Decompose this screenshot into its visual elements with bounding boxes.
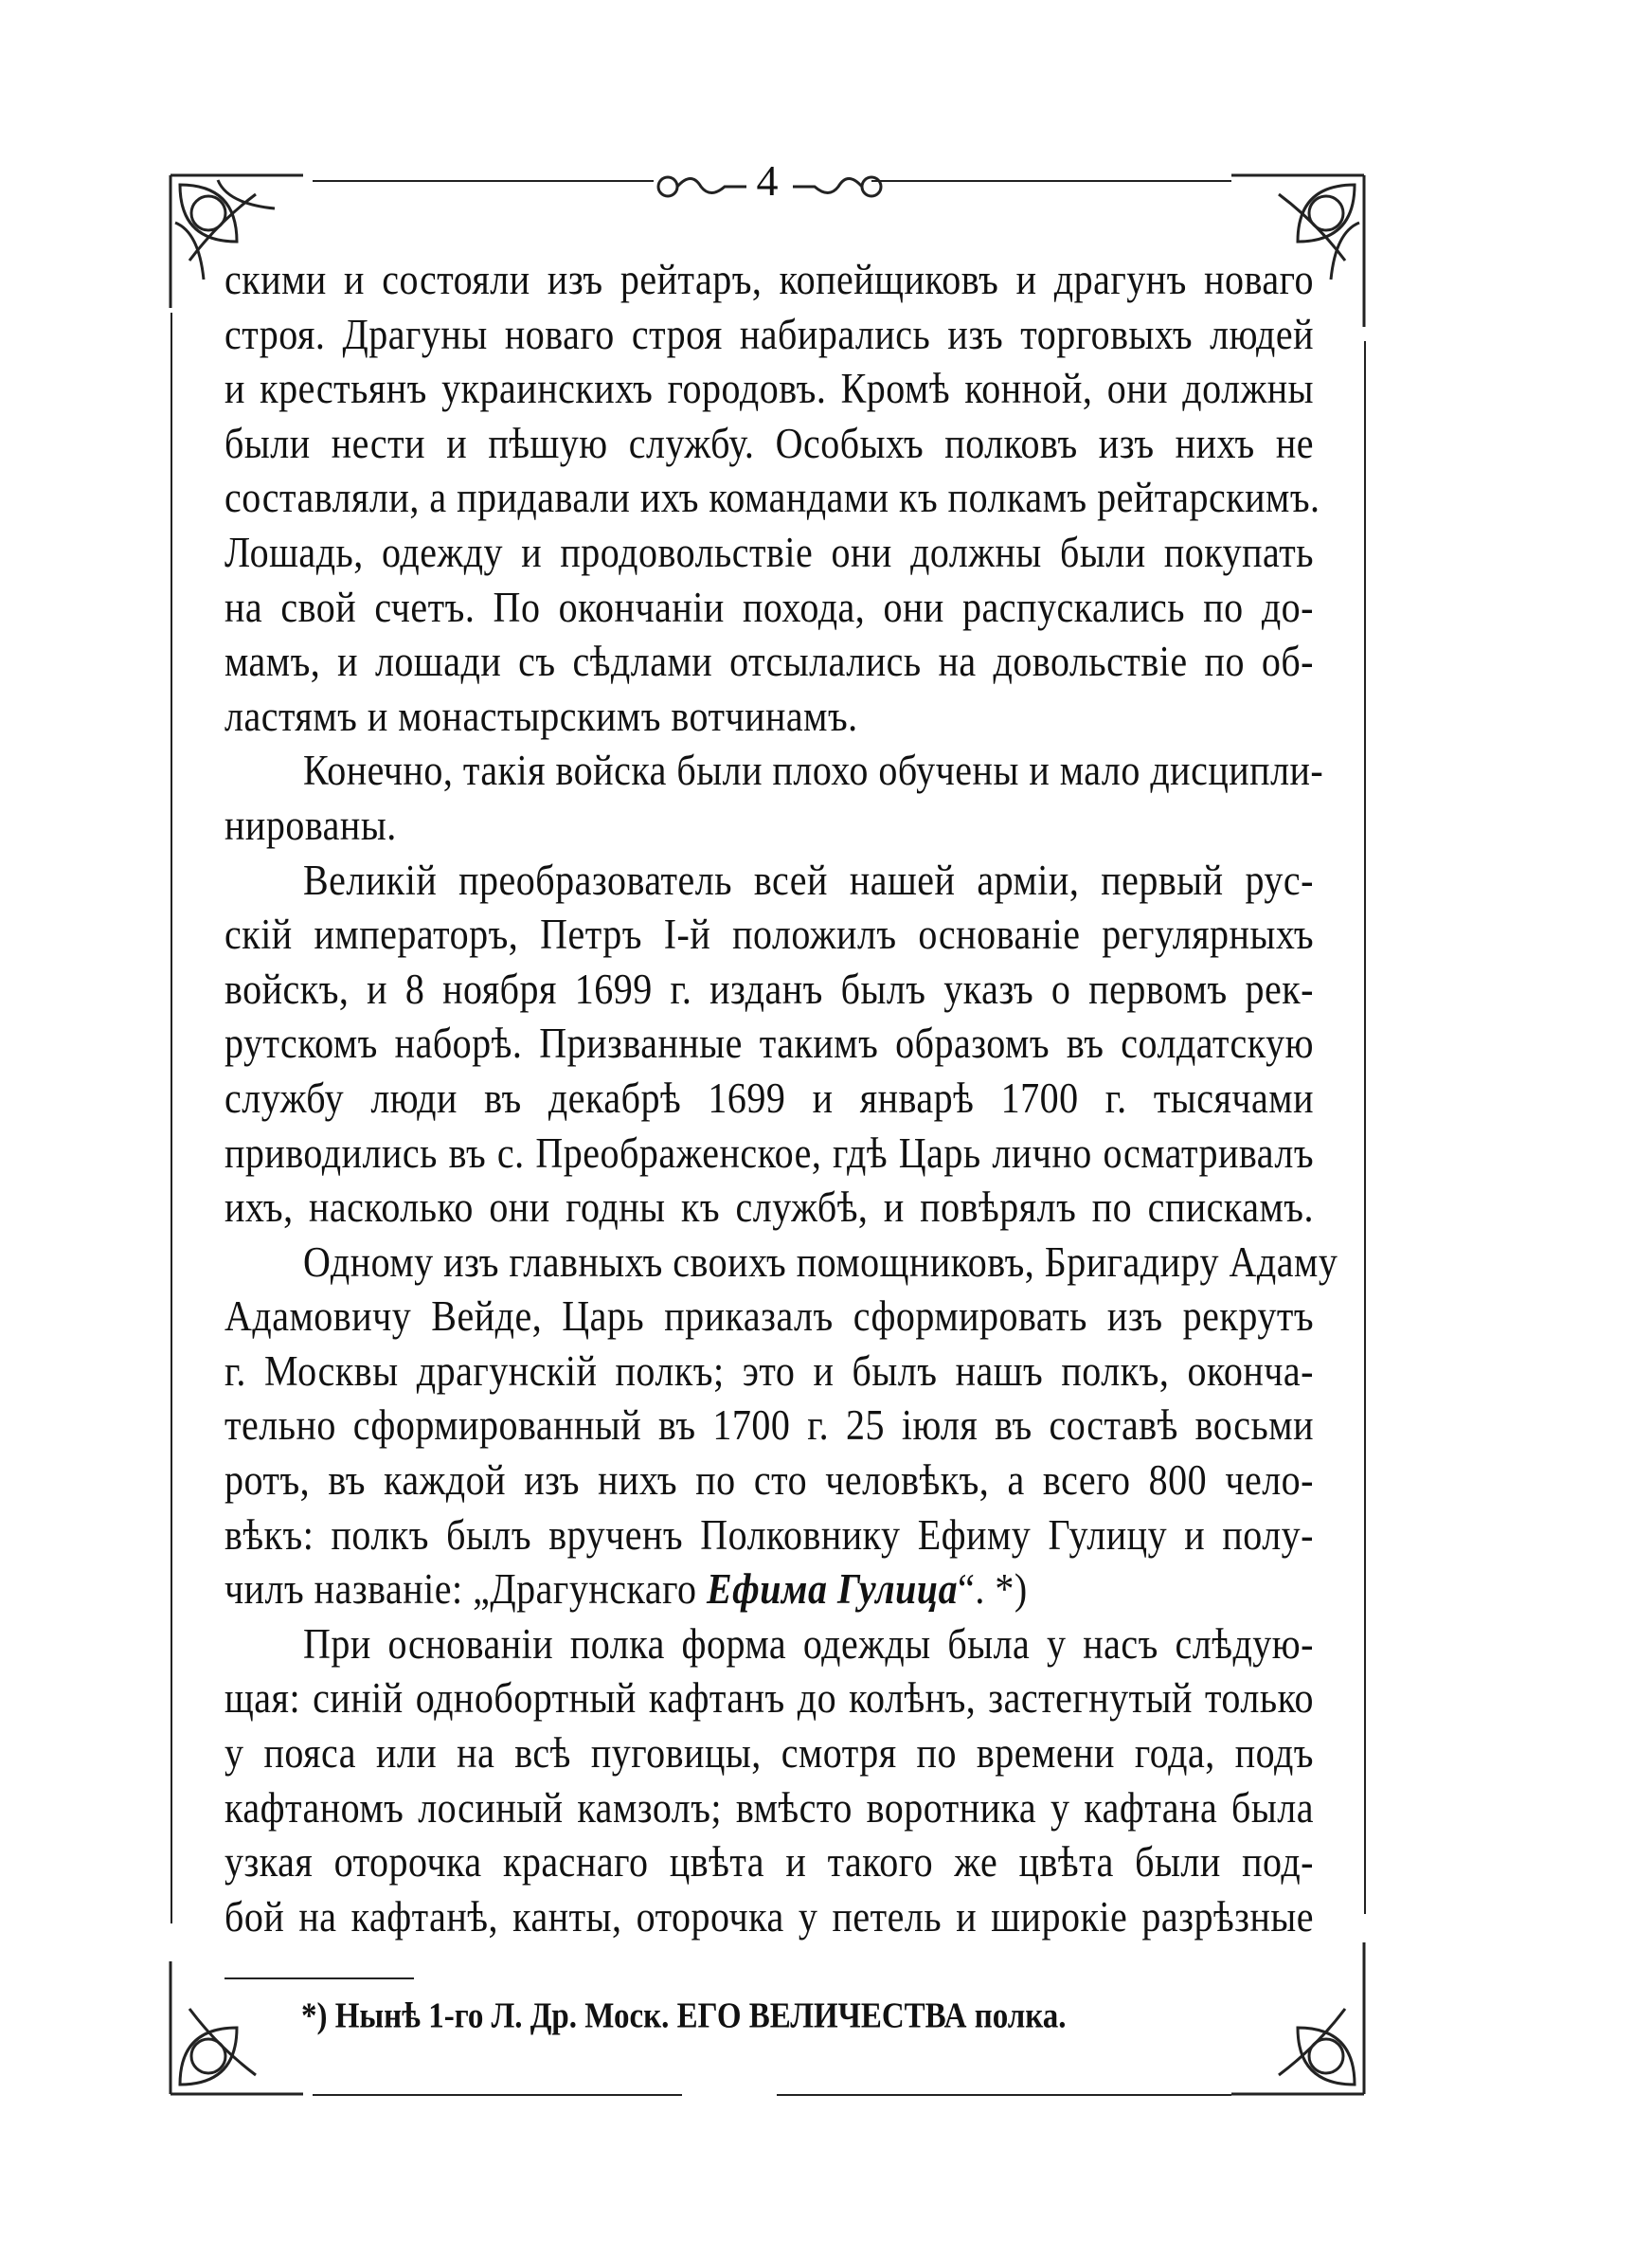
text-line: на свой счетъ. По окончаніи похода, они распускались по до-: [224, 582, 1314, 631]
text-line: службу люди въ декабрѣ 1699 и январѣ 1700 г. тысячами: [224, 1073, 1314, 1123]
text-line: скій императоръ, Петръ I-й положилъ основаніе регулярныхъ: [224, 909, 1314, 959]
text-line: и крестьянъ украинскихъ городовъ. Кромѣ конной, они должны: [224, 363, 1314, 413]
text-line: Адамовичу Вейде, Царь приказалъ сформировать изъ рекрутъ: [224, 1291, 1314, 1341]
text-line: рутскомъ наборѣ. Призванные такимъ образомъ въ солдатскую: [224, 1018, 1314, 1068]
text-line: Лошадь, одежду и продовольствіе они должны были покупать: [224, 527, 1314, 577]
flourish-right-icon: [791, 166, 886, 204]
text-line: Великій преобразователь всей нашей арміи, первый рус-: [303, 855, 1314, 904]
italic-name: Ефима Гулица: [706, 1563, 959, 1614]
footnote: *) Нынѣ 1-го Л. Др. Моск. ЕГО ВЕЛИЧЕСТВА полка.: [301, 1996, 1067, 2036]
flourish-left-icon: [654, 166, 748, 204]
text-line: войскъ, и 8 ноября 1699 г. изданъ былъ указъ о первомъ рек-: [224, 964, 1314, 1014]
frame-top-right-rule: [871, 180, 1231, 182]
text-line: тельно сформированный въ 1700 г. 25 іюля въ составѣ восьми: [224, 1400, 1314, 1450]
text-segment: “. *): [958, 1563, 1028, 1614]
text-line: Конечно, такія войска были плохо обучены и мало дисципли-: [303, 745, 1324, 795]
text-line: При основаніи полка форма одежды была у насъ слѣдую-: [303, 1618, 1314, 1669]
frame-bottom-left-rule: [313, 2094, 682, 2096]
frame-right-rule: [1364, 341, 1366, 1914]
text-line: кафтаномъ лосиный камзолъ; вмѣсто воротника у кафтана была: [224, 1782, 1314, 1832]
text-line: вѣкъ: полкъ былъ врученъ Полковнику Ефиму Гулицу и полу-: [224, 1509, 1314, 1559]
text-line: строя. Драгуны новаго строя набирались изъ торговыхъ людей: [224, 309, 1314, 358]
text-line: ластямъ и монастырскимъ вотчинамъ.: [224, 691, 858, 741]
text-line: ихъ, насколько они годны къ службѣ, и повѣрялъ по спискамъ.: [224, 1182, 1314, 1232]
page-number: 4: [756, 156, 779, 205]
frame-bottom-right-rule: [777, 2094, 1231, 2096]
text-line: узкая оторочка краснаго цвѣта и такого же цвѣта были под-: [224, 1836, 1314, 1887]
frame-left-rule: [171, 313, 172, 1923]
text-line: скими и состояли изъ рейтаръ, копейщиковъ и драгунъ новаго: [224, 254, 1314, 304]
text-line: нированы.: [224, 800, 397, 850]
text-line-regiment-name: [224, 1558, 1314, 1620]
text-line: г. Москвы драгунскій полкъ; это и былъ нашъ полкъ, оконча-: [224, 1345, 1314, 1396]
corner-ornament-bottom-left-icon: [161, 1952, 313, 2104]
corner-ornament-bottom-right-icon: [1222, 1933, 1374, 2104]
frame-top-left-rule: [313, 180, 654, 182]
text-line: приводились въ с. Преображенское, гдѣ Царь лично осматривалъ: [224, 1128, 1314, 1177]
text-line: были нести и пѣшую службу. Особыхъ полковъ изъ нихъ не: [224, 418, 1314, 468]
text-line: бой на кафтанѣ, канты, оторочка у петель и широкіе разрѣзные: [224, 1891, 1314, 1941]
text-line: мамъ, и лошади съ сѣдлами отсылались на довольствіе по об-: [224, 636, 1314, 686]
text-line: у пояса или на всѣ пуговицы, смотря по времени года, подъ: [224, 1727, 1314, 1778]
body-text: [224, 252, 1338, 1943]
text-line: ротъ, въ каждой изъ нихъ по сто человѣкъ, а всего 800 чело-: [224, 1454, 1314, 1505]
text-line: составляли, а придавали ихъ командами къ полкамъ рейтарскимъ.: [224, 472, 1320, 522]
footnote-divider: [224, 1977, 414, 1979]
text-segment: чилъ названіе: „Драгунскаго: [224, 1563, 707, 1614]
text-line: щая: синій однобортный кафтанъ до колѣнъ, застегнутый только: [224, 1673, 1314, 1723]
text-line: Одному изъ главныхъ своихъ помощниковъ, Бригадиру Адаму: [303, 1237, 1338, 1287]
